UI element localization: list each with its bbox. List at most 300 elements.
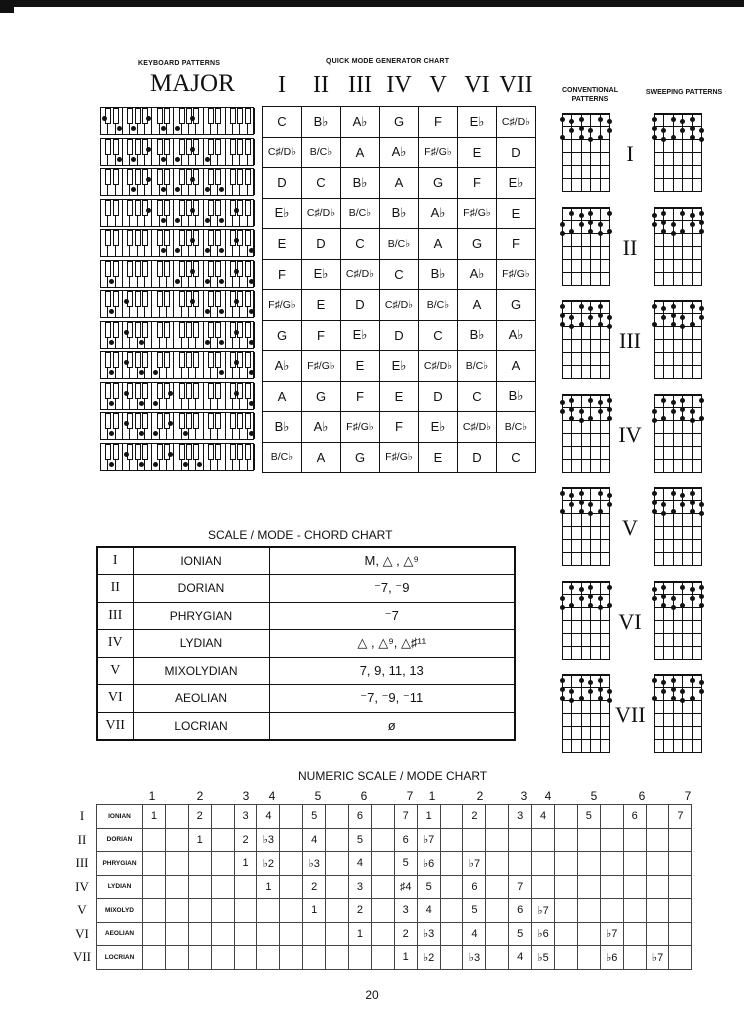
fretboard-diagram bbox=[562, 581, 610, 659]
black-key bbox=[215, 108, 221, 124]
keyboard-diagram bbox=[100, 290, 254, 318]
numeric-header-degree: 4 bbox=[544, 789, 552, 803]
numeric-chart-cell bbox=[555, 899, 578, 923]
chord-chart-row bbox=[97, 630, 515, 658]
finger-dot bbox=[598, 222, 603, 227]
mode-roman-header: IV bbox=[386, 72, 412, 98]
black-key bbox=[164, 291, 170, 307]
numeric-chart-cell bbox=[280, 875, 303, 899]
string-line bbox=[682, 581, 683, 659]
finger-dot bbox=[699, 211, 704, 216]
black-key bbox=[157, 291, 163, 307]
key-dot bbox=[190, 116, 195, 121]
key-dot bbox=[175, 157, 180, 162]
black-key bbox=[113, 261, 119, 277]
black-key bbox=[179, 291, 185, 307]
finger-dot bbox=[560, 409, 565, 414]
finger-dot bbox=[579, 696, 584, 701]
black-key bbox=[135, 383, 141, 399]
finger-dot bbox=[699, 502, 704, 507]
black-key bbox=[105, 169, 111, 185]
black-key bbox=[142, 291, 148, 307]
finger-dot bbox=[680, 324, 685, 329]
numeric-chart-cell: 6 bbox=[349, 805, 372, 829]
numeric-chart-mode: PHRYGIAN bbox=[97, 852, 143, 876]
mode-grid-cell: A♭ bbox=[341, 107, 380, 138]
numeric-chart-cell: ♭3 bbox=[257, 828, 280, 852]
chord-chart-row bbox=[97, 685, 515, 713]
top-border-tab bbox=[0, 7, 14, 13]
string-line bbox=[571, 487, 572, 565]
finger-dot bbox=[598, 304, 603, 309]
mode-roman-header: II bbox=[313, 72, 329, 98]
finger-dot bbox=[560, 596, 565, 601]
numeric-chart-cell: 1 bbox=[257, 875, 280, 899]
finger-dot bbox=[579, 322, 584, 327]
chord-chart-row bbox=[97, 712, 515, 740]
numeric-chart-cell bbox=[211, 828, 234, 852]
finger-dot bbox=[690, 418, 695, 423]
mode-grid-row bbox=[263, 107, 536, 138]
mode-grid-cell: A bbox=[380, 168, 419, 199]
finger-dot bbox=[588, 315, 593, 320]
mode-grid-cell: F bbox=[341, 381, 380, 412]
numeric-chart-cell: 1 bbox=[394, 946, 417, 970]
black-key bbox=[193, 200, 199, 216]
numeric-chart-row bbox=[97, 946, 692, 970]
finger-dot bbox=[588, 511, 593, 516]
numeric-chart-cell: 6 bbox=[623, 805, 646, 829]
fret-line bbox=[562, 191, 610, 192]
string-line bbox=[673, 113, 674, 191]
black-key bbox=[142, 352, 148, 368]
chord-chart-chords: ⁻7 bbox=[269, 602, 515, 630]
fret-line bbox=[562, 500, 610, 501]
numeric-chart-cell: 4 bbox=[349, 852, 372, 876]
finger-dot bbox=[690, 696, 695, 701]
key-dot bbox=[190, 238, 195, 243]
chord-chart-chords: △ , △⁹, △♯¹¹ bbox=[269, 630, 515, 658]
key-dot bbox=[190, 147, 195, 152]
finger-dot bbox=[699, 398, 704, 403]
finger-dot bbox=[598, 509, 603, 514]
fretboard-nut bbox=[654, 300, 702, 302]
numeric-chart-cell bbox=[280, 922, 303, 946]
numeric-chart-cell: ♯4 bbox=[394, 875, 417, 899]
chord-chart bbox=[96, 546, 516, 741]
black-key bbox=[142, 413, 148, 429]
numeric-chart-roman: II bbox=[77, 831, 87, 847]
finger-dot bbox=[652, 509, 657, 514]
fret-line bbox=[654, 552, 702, 553]
string-line bbox=[609, 207, 610, 285]
string-line bbox=[581, 487, 582, 565]
finger-dot bbox=[579, 409, 584, 414]
key-dot bbox=[190, 177, 195, 182]
fret-line bbox=[562, 565, 610, 566]
finger-dot bbox=[560, 304, 565, 309]
fretboard-diagram bbox=[562, 300, 610, 378]
finger-dot bbox=[569, 585, 574, 590]
string-line bbox=[600, 300, 601, 378]
finger-dot bbox=[652, 418, 657, 423]
mode-grid-cell: B/C♭ bbox=[380, 229, 419, 260]
numeric-chart-mode: MIXOLYD bbox=[97, 899, 143, 923]
finger-dot bbox=[652, 491, 657, 496]
numeric-chart-cell bbox=[280, 852, 303, 876]
black-key bbox=[164, 322, 170, 338]
mode-grid-row bbox=[263, 229, 536, 260]
finger-dot bbox=[671, 678, 676, 683]
numeric-chart-cell bbox=[165, 828, 188, 852]
string-line bbox=[692, 300, 693, 378]
fret-line bbox=[654, 446, 702, 447]
fretboard-diagram bbox=[562, 394, 610, 472]
fret-line bbox=[654, 620, 702, 621]
fret-line bbox=[562, 472, 610, 473]
numeric-chart-cell: ♭7 bbox=[417, 828, 440, 852]
black-key bbox=[157, 352, 163, 368]
fret-line bbox=[562, 272, 610, 273]
finger-dot bbox=[598, 135, 603, 140]
black-key bbox=[230, 139, 236, 155]
numeric-chart-cell: ♭3 bbox=[417, 922, 440, 946]
numeric-chart-cell: ♭3 bbox=[303, 852, 326, 876]
mode-grid-cell: G bbox=[263, 320, 302, 351]
string-line bbox=[571, 300, 572, 378]
chord-chart-title: SCALE / MODE - CHORD CHART bbox=[208, 528, 393, 542]
numeric-chart-row bbox=[97, 899, 692, 923]
fret-line bbox=[654, 459, 702, 460]
string-line bbox=[571, 113, 572, 191]
numeric-chart-cell bbox=[600, 899, 623, 923]
numeric-chart-cell bbox=[440, 828, 463, 852]
finger-dot bbox=[588, 594, 593, 599]
numeric-chart-cell bbox=[486, 875, 509, 899]
key-dot bbox=[139, 370, 144, 375]
fretboard-nut bbox=[562, 394, 610, 396]
numeric-header-degree: 1 bbox=[428, 789, 436, 803]
numeric-chart-cell: 5 bbox=[509, 922, 532, 946]
chord-chart-mode: AEOLIAN bbox=[133, 685, 269, 713]
black-key bbox=[237, 200, 243, 216]
black-key bbox=[135, 352, 141, 368]
numeric-chart-mode: DORIAN bbox=[97, 828, 143, 852]
fretboard-nut bbox=[562, 581, 610, 583]
fretboard-diagram bbox=[562, 674, 610, 752]
numeric-chart-cell: ♭6 bbox=[600, 946, 623, 970]
finger-dot bbox=[680, 119, 685, 124]
numeric-chart-cell: 1 bbox=[188, 828, 211, 852]
black-key bbox=[237, 169, 243, 185]
numeric-chart-cell bbox=[234, 875, 257, 899]
string-line bbox=[581, 207, 582, 285]
string-line bbox=[609, 487, 610, 565]
black-key bbox=[127, 200, 133, 216]
fret-line bbox=[562, 378, 610, 379]
finger-dot bbox=[579, 678, 584, 683]
numeric-header-degree: 7 bbox=[406, 789, 414, 803]
mode-grid-cell: C♯/D♭ bbox=[497, 107, 536, 138]
mode-grid-cell: C bbox=[380, 259, 419, 290]
key-dot bbox=[161, 126, 166, 131]
fret-line bbox=[562, 539, 610, 540]
string-line bbox=[682, 487, 683, 565]
numeric-chart-cell bbox=[646, 852, 669, 876]
mode-grid-cell: E bbox=[302, 290, 341, 321]
key-dot bbox=[139, 431, 144, 436]
fret-line bbox=[562, 126, 610, 127]
mode-grid-cell: C bbox=[497, 442, 536, 473]
mode-grid-cell: B♭ bbox=[263, 412, 302, 443]
key-dot bbox=[109, 340, 114, 345]
numeric-header-degree: 1 bbox=[148, 789, 156, 803]
numeric-chart-cell bbox=[577, 922, 600, 946]
finger-dot bbox=[588, 211, 593, 216]
numeric-chart-row bbox=[97, 805, 692, 829]
finger-dot bbox=[588, 416, 593, 421]
string-line bbox=[654, 207, 655, 285]
black-key bbox=[105, 261, 111, 277]
numeric-chart-cell bbox=[326, 946, 349, 970]
mode-grid-cell: A♭ bbox=[458, 259, 497, 290]
finger-dot bbox=[690, 596, 695, 601]
numeric-chart-cell: 3 bbox=[234, 805, 257, 829]
black-key bbox=[245, 444, 251, 460]
finger-dot bbox=[661, 306, 666, 311]
fretboard-nut bbox=[654, 207, 702, 209]
numeric-chart-cell bbox=[486, 805, 509, 829]
key-dot bbox=[234, 269, 239, 274]
black-key bbox=[105, 444, 111, 460]
mode-grid-cell: A bbox=[263, 381, 302, 412]
finger-dot bbox=[661, 680, 666, 685]
black-key bbox=[142, 383, 148, 399]
fretboard-diagram bbox=[654, 113, 702, 191]
key-dot bbox=[124, 330, 129, 335]
numeric-chart-cell bbox=[257, 899, 280, 923]
mode-grid-cell: C♯/D♭ bbox=[263, 137, 302, 168]
numeric-chart-cell: 3 bbox=[394, 899, 417, 923]
mode-grid-cell: G bbox=[302, 381, 341, 412]
numeric-chart-cell bbox=[326, 922, 349, 946]
black-key bbox=[237, 261, 243, 277]
finger-dot bbox=[690, 587, 695, 592]
keyboard-diagram bbox=[100, 321, 254, 349]
finger-dot bbox=[690, 409, 695, 414]
key-dot bbox=[190, 299, 195, 304]
numeric-chart-roman: I bbox=[79, 808, 85, 823]
mode-grid-cell: B♭ bbox=[419, 259, 458, 290]
numeric-chart-cell bbox=[486, 922, 509, 946]
chord-chart-roman: I bbox=[97, 547, 133, 575]
finger-dot bbox=[671, 222, 676, 227]
black-key bbox=[179, 261, 185, 277]
finger-dot bbox=[690, 491, 695, 496]
numeric-chart-cell bbox=[143, 946, 166, 970]
black-key bbox=[105, 230, 111, 246]
mode-grid-cell: A♭ bbox=[380, 137, 419, 168]
black-key bbox=[245, 230, 251, 246]
mode-grid-cell: D bbox=[497, 137, 536, 168]
string-line bbox=[562, 674, 563, 752]
numeric-chart-cell: 4 bbox=[463, 922, 486, 946]
key-dot bbox=[161, 187, 166, 192]
numeric-chart-cell bbox=[371, 805, 394, 829]
black-key bbox=[237, 413, 243, 429]
fretboard-diagram bbox=[562, 113, 610, 191]
black-key bbox=[230, 413, 236, 429]
finger-dot bbox=[671, 313, 676, 318]
string-line bbox=[590, 394, 591, 472]
string-line bbox=[701, 300, 702, 378]
mode-grid-cell: E♭ bbox=[263, 198, 302, 229]
black-key bbox=[179, 322, 185, 338]
black-key bbox=[157, 108, 163, 124]
keyboard-diagram bbox=[100, 443, 254, 471]
finger-dot bbox=[607, 603, 612, 608]
finger-dot bbox=[598, 409, 603, 414]
numeric-chart-cell bbox=[555, 875, 578, 899]
chord-chart-mode: DORIAN bbox=[133, 575, 269, 603]
string-line bbox=[663, 581, 664, 659]
numeric-chart-cell bbox=[555, 805, 578, 829]
mode-grid-cell: F bbox=[380, 412, 419, 443]
string-line bbox=[654, 394, 655, 472]
finger-dot bbox=[598, 696, 603, 701]
finger-dot bbox=[671, 135, 676, 140]
key-dot bbox=[190, 208, 195, 213]
black-key bbox=[208, 261, 214, 277]
mode-grid-cell: E♭ bbox=[380, 351, 419, 382]
mode-grid-cell: E♭ bbox=[497, 168, 536, 199]
key-dot bbox=[168, 391, 173, 396]
string-line bbox=[562, 300, 563, 378]
black-key bbox=[179, 139, 185, 155]
numeric-chart-cell bbox=[440, 899, 463, 923]
string-line bbox=[673, 674, 674, 752]
numeric-chart-cell: 4 bbox=[303, 828, 326, 852]
string-line bbox=[581, 394, 582, 472]
string-line bbox=[663, 674, 664, 752]
numeric-chart-cell bbox=[623, 922, 646, 946]
numeric-chart-cell bbox=[165, 899, 188, 923]
fret-line bbox=[654, 339, 702, 340]
numeric-chart-cell bbox=[326, 875, 349, 899]
numeric-chart-cell bbox=[577, 852, 600, 876]
finger-dot bbox=[671, 117, 676, 122]
finger-dot bbox=[699, 137, 704, 142]
chord-chart-row bbox=[97, 547, 515, 575]
key-dot bbox=[205, 309, 210, 314]
numeric-chart-cell bbox=[646, 899, 669, 923]
black-key bbox=[142, 322, 148, 338]
mode-roman-header: III bbox=[348, 72, 372, 98]
finger-dot bbox=[661, 689, 666, 694]
finger-dot bbox=[680, 689, 685, 694]
finger-dot bbox=[588, 502, 593, 507]
finger-dot bbox=[671, 409, 676, 414]
numeric-chart-cell bbox=[371, 922, 394, 946]
key-dot bbox=[161, 157, 166, 162]
fret-line bbox=[654, 178, 702, 179]
fretboard-nut bbox=[654, 581, 702, 583]
numeric-chart-cell bbox=[440, 805, 463, 829]
fretboard-diagram bbox=[654, 394, 702, 472]
numeric-chart-cell bbox=[555, 922, 578, 946]
numeric-chart-cell bbox=[646, 805, 669, 829]
mode-grid-cell: G bbox=[419, 168, 458, 199]
black-key bbox=[142, 444, 148, 460]
numeric-chart-cell: 7 bbox=[669, 805, 692, 829]
fretboard-nut bbox=[562, 207, 610, 209]
numeric-chart-cell: ♭7 bbox=[463, 852, 486, 876]
numeric-chart-roman: IV bbox=[75, 878, 89, 894]
mode-grid-cell: F bbox=[458, 168, 497, 199]
finger-dot bbox=[690, 135, 695, 140]
black-key bbox=[127, 169, 133, 185]
mode-grid-cell: F♯/G♭ bbox=[263, 290, 302, 321]
black-key bbox=[113, 291, 119, 307]
finger-dot bbox=[560, 491, 565, 496]
key-dot bbox=[205, 218, 210, 223]
numeric-header-degree: 7 bbox=[684, 789, 692, 803]
finger-dot bbox=[699, 511, 704, 516]
mode-grid-cell: A bbox=[497, 351, 536, 382]
numeric-chart-cell: 1 bbox=[143, 805, 166, 829]
finger-dot bbox=[560, 117, 565, 122]
key-dot bbox=[219, 218, 224, 223]
numeric-chart-cell bbox=[326, 852, 349, 876]
numeric-chart-cell bbox=[669, 899, 692, 923]
mode-grid-cell: E bbox=[458, 137, 497, 168]
string-line bbox=[590, 581, 591, 659]
fretboard-nut bbox=[562, 487, 610, 489]
numeric-chart-cell bbox=[440, 852, 463, 876]
finger-dot bbox=[579, 509, 584, 514]
black-key bbox=[186, 413, 192, 429]
numeric-header-degree: 2 bbox=[476, 789, 484, 803]
finger-dot bbox=[652, 678, 657, 683]
finger-dot bbox=[569, 407, 574, 412]
numeric-chart-cell bbox=[143, 875, 166, 899]
fret-line bbox=[562, 687, 610, 688]
string-line bbox=[663, 207, 664, 285]
finger-dot bbox=[560, 678, 565, 683]
string-line bbox=[590, 674, 591, 752]
numeric-chart-cell: 6 bbox=[394, 828, 417, 852]
numeric-chart-row bbox=[97, 828, 692, 852]
mode-grid-cell: E bbox=[263, 229, 302, 260]
numeric-chart-cell bbox=[509, 852, 532, 876]
key-dot bbox=[175, 279, 180, 284]
finger-dot bbox=[680, 603, 685, 608]
finger-dot bbox=[579, 222, 584, 227]
black-key bbox=[157, 139, 163, 155]
fret-line bbox=[654, 687, 702, 688]
chord-chart-roman: VII bbox=[97, 712, 133, 740]
finger-dot bbox=[680, 229, 685, 234]
mode-grid-cell: B/C♭ bbox=[497, 412, 536, 443]
key-dot bbox=[205, 340, 210, 345]
black-key bbox=[157, 230, 163, 246]
mode-grid-row bbox=[263, 412, 536, 443]
fret-line bbox=[654, 407, 702, 408]
quick-mode-title: QUICK MODE GENERATOR CHART bbox=[326, 58, 450, 65]
mode-grid-cell: C♯/D♭ bbox=[419, 351, 458, 382]
numeric-chart-cell: ♭7 bbox=[532, 899, 555, 923]
key-dot bbox=[109, 279, 114, 284]
